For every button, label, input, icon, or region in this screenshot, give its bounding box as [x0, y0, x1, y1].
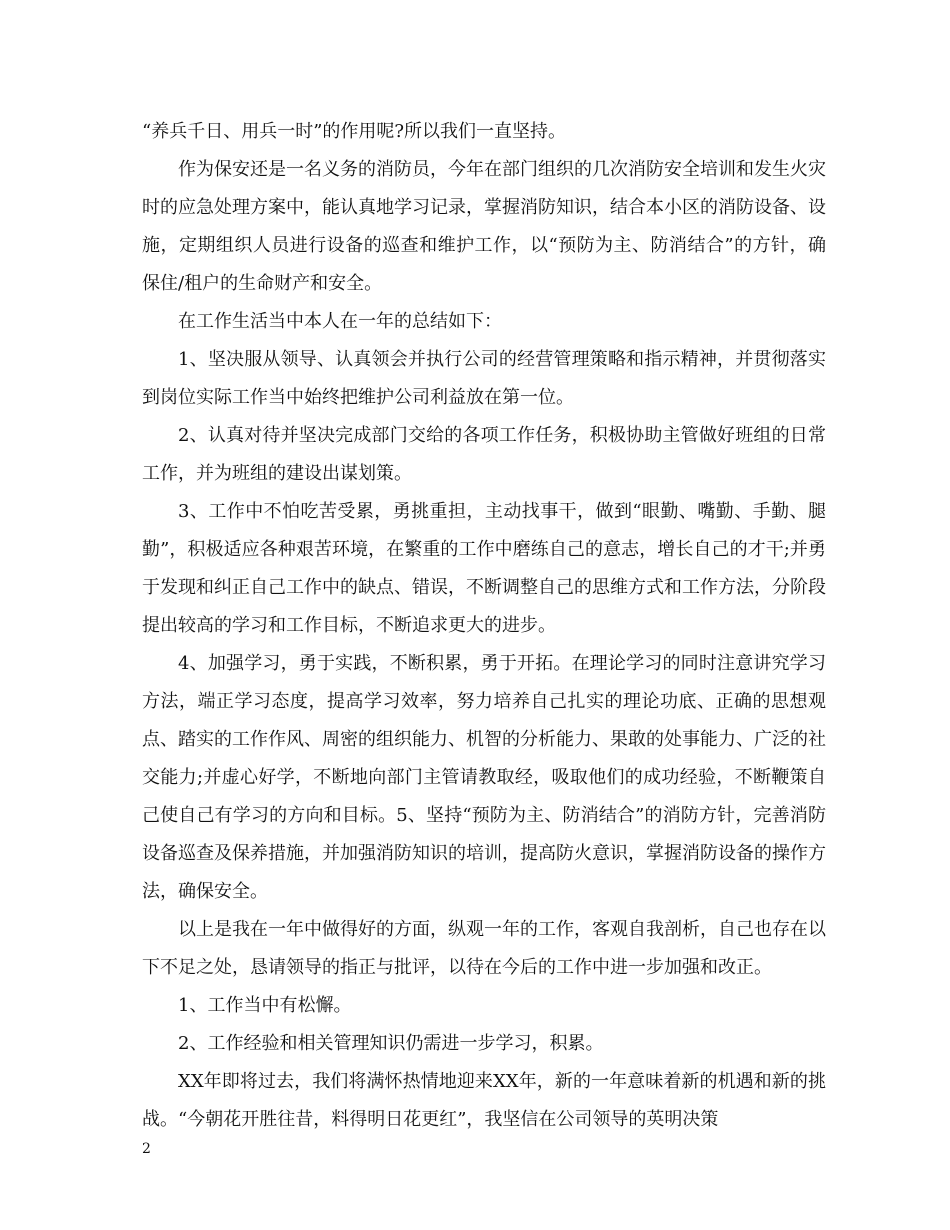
paragraph-1: “养兵千日、用兵一时”的作用呢?所以我们一直坚持。	[142, 121, 567, 142]
paragraph-11: XX年即将过去，我们将满怀热情地迎来XX年，新的一年意味着新的机遇和新的挑战。“今朝花开胜往昔，料得明日花更红”，我坚信在公司领导的英明决策	[142, 1071, 826, 1130]
paragraph-6: 3、工作中不怕吃苦受累，勇挑重担，主动找事干，做到“眼勤、嘴勤、手勤、腿勤”，积极适应各种艰苦环境，在繁重的工作中磨练自己的意志，增长自己的才干;并勇于发现和纠正自己工作中的缺点、错误，不断调整自己的思维方式和工作方法，分阶段提出较高的学习和工作目标，不断追求更大的进步。	[142, 501, 826, 636]
paragraph-3: 在工作生活当中本人在一年的总结如下：	[178, 311, 502, 332]
paragraph-10: 2、工作经验和相关管理知识仍需进一步学习，积累。	[178, 1033, 604, 1054]
paragraph-5: 2、认真对待并坚决完成部门交给的各项工作任务，积极协助主管做好班组的日常工作，并为班组的建设出谋划策。	[142, 425, 826, 484]
page-number: 2	[142, 1141, 151, 1157]
document-body	[142, 113, 826, 1139]
paragraph-7: 4、加强学习，勇于实践，不断积累，勇于开拓。在理论学习的同时注意讲究学习方法，端正学习态度，提高学习效率，努力培养自己扎实的理论功底、正确的思想观点、踏实的工作作风、周密的组织能力、机智的分析能力、果敢的处事能力、广泛的社交能力;并虚心好学，不断地向部门主管请教取经，吸取他们的成功经验，不断鞭策自己使自己有学习的方向和目标。5、坚持“预防为主、防消结合”的消防方针，完善消防设备巡查及保养措施，并加强消防知识的培训，提高防火意识，掌握消防设备的操作方法，确保安全。	[142, 653, 826, 902]
paragraph-9: 1、工作当中有松懈。	[178, 995, 352, 1016]
paragraph-4: 1、坚决服从领导、认真领会并执行公司的经营管理策略和指示精神，并贯彻落实到岗位实际工作当中始终把维护公司利益放在第一位。	[142, 349, 826, 408]
paragraph-8: 以上是我在一年中做得好的方面，纵观一年的工作，客观自我剖析，自己也存在以下不足之处，恳请领导的指正与批评，以待在今后的工作中进一步加强和改正。	[142, 919, 826, 978]
paragraph-2: 作为保安还是一名义务的消防员，今年在部门组织的几次消防安全培训和发生火灾时的应急处理方案中，能认真地学习记录，掌握消防知识，结合本小区的消防设备、设施，定期组织人员进行设备的巡查和维护工作，以“预防为主、防消结合”的方针，确保住/租户的生命财产和安全。	[142, 159, 826, 294]
